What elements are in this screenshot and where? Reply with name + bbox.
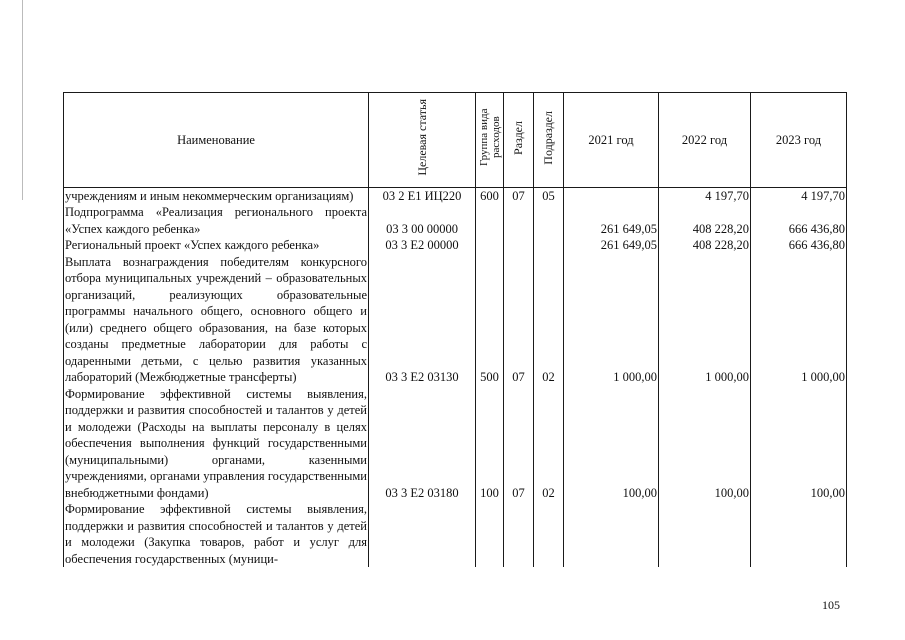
row-expense-group: 600 [476,187,504,204]
row-amount-2022: 4 197,70 [659,187,751,204]
header-2023: 2023 год [751,93,847,188]
row-section [504,501,534,567]
header-section: Раздел [504,93,534,188]
row-name: Формирование эффективной системы выявления, поддержки и развития способностей и талантов у детей и молодежи (Закупка товаров, работ и услуг для обеспечения государственных (муници- [65,502,367,566]
row-section [504,237,534,254]
row-name: Формирование эффективной системы выявления, поддержки и развития способностей и талантов у детей и молодежи (Расходы на выплаты персоналу в целях обеспечения выполнения функций государственными (муниципальными) органами, казенными учреждениями, органами управления государственными внебюджетными фондами) [65,386,367,500]
header-name: Наименование [64,93,369,188]
table-row [64,254,847,386]
table-header-row [64,93,847,188]
row-amount-2023: 666 436,80 [751,237,847,254]
row-target-article [369,501,476,567]
row-subsection: 02 [534,386,564,502]
row-expense-group: 500 [476,254,504,386]
row-section [504,204,534,237]
header-expense-group: Группа вида расходов [476,93,504,188]
row-amount-2023: 1 000,00 [751,254,847,386]
row-name: учреждениям и иным некоммерческим организациям) [64,187,369,204]
row-amount-2022: 100,00 [659,386,751,502]
row-amount-2022: 408 228,20 [659,237,751,254]
row-target-article: 03 3 E2 03130 [369,254,476,386]
row-expense-group: 100 [476,386,504,502]
row-section: 07 [504,386,534,502]
row-subsection [534,237,564,254]
header-2021: 2021 год [564,93,659,188]
row-amount-2023 [751,501,847,567]
row-expense-group [476,204,504,237]
row-name: Выплата вознаграждения победителям конкурсного отбора муниципальных учреждений – образовательных организаций, реализующих образовательные программы начального общего, основного общего и (или) среднего общего образования, на базе которых созданы предметные лаборатории для работы с одаренными детьми, с целью развития указанных лабораторий (Межбюджетные трансферты) [65,254,367,384]
row-amount-2023: 100,00 [751,386,847,502]
row-amount-2021 [564,187,659,204]
row-subsection: 02 [534,254,564,386]
table-row [64,187,847,204]
row-target-article: 03 2 E1 ИЦ220 [369,187,476,204]
table-row [64,501,847,567]
row-subsection [534,204,564,237]
row-amount-2021 [564,501,659,567]
row-amount-2021: 261 649,05 [564,204,659,237]
row-amount-2023: 666 436,80 [751,204,847,237]
row-expense-group [476,237,504,254]
page-number: 105 [822,598,840,612]
row-name: Подпрограмма «Реализация регионального проекта «Успех каждого ребенка» [65,205,367,236]
header-subsection: Подраздел [534,93,564,188]
header-2022: 2022 год [659,93,751,188]
row-subsection [534,501,564,567]
row-subsection: 05 [534,187,564,204]
row-amount-2022: 408 228,20 [659,204,751,237]
table-row [64,386,847,502]
row-section: 07 [504,254,534,386]
budget-table [63,92,847,567]
table-row [64,204,847,237]
row-name: Региональный проект «Успех каждого ребенка» [64,237,369,254]
row-amount-2021: 1 000,00 [564,254,659,386]
scan-edge-line [22,0,23,200]
row-amount-2022 [659,501,751,567]
row-target-article: 03 3 E2 00000 [369,237,476,254]
row-expense-group [476,501,504,567]
row-amount-2022: 1 000,00 [659,254,751,386]
row-amount-2021: 100,00 [564,386,659,502]
row-amount-2021: 261 649,05 [564,237,659,254]
table-row [64,237,847,254]
row-amount-2023: 4 197,70 [751,187,847,204]
row-section: 07 [504,187,534,204]
row-target-article: 03 3 00 00000 [369,204,476,237]
row-target-article: 03 3 E2 03180 [369,386,476,502]
header-target-article: Целевая статья [369,93,476,188]
